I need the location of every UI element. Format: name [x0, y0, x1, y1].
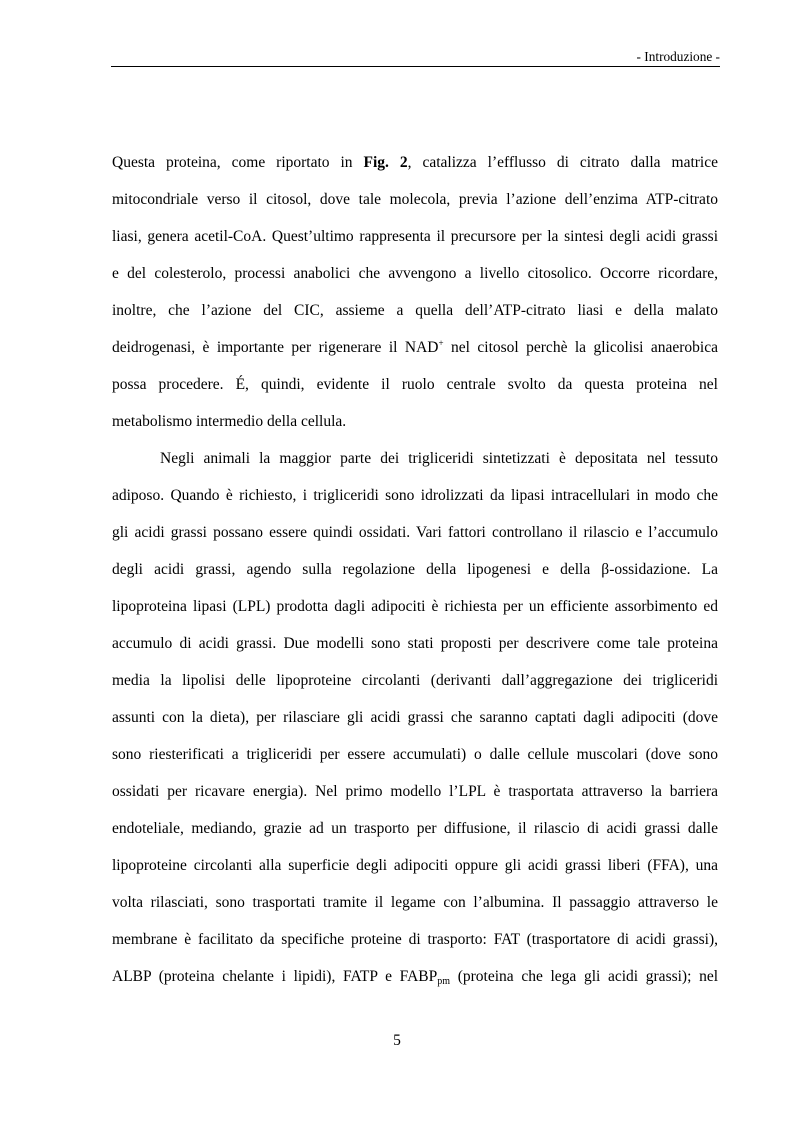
text-line: volta rilasciati, sono trasportati tramite il legame con l’albumina. Il passaggio attraverso le	[112, 894, 718, 911]
text-line: lipoproteine circolanti alla superficie degli adipociti oppure gli acidi grassi liberi (FFA), una	[112, 857, 718, 874]
text-line: sono riesterificati a trigliceridi per essere accumulati) o dalle cellule muscolari (dove sono	[112, 746, 718, 763]
text-line: ossidati per ricavare energia). Nel primo modello l’LPL è trasportata attraverso la barriera	[112, 783, 718, 800]
text-line: Questa proteina, come riportato in Fig. 2, catalizza l’efflusso di citrato dalla matrice	[112, 154, 718, 171]
text-line: liasi, genera acetil-CoA. Quest’ultimo rappresenta il precursore per la sintesi degli acidi grassi	[112, 228, 718, 245]
header-title: - Introduzione -	[636, 49, 720, 64]
text-line: endoteliale, mediando, grazie ad un trasporto per diffusione, il rilascio di acidi grassi dalle	[112, 820, 718, 837]
text-line: lipoproteina lipasi (LPL) prodotta dagli adipociti è richiesta per un efficiente assorbimento ed	[112, 598, 718, 615]
text-line: metabolismo intermedio della cellula.	[112, 413, 347, 430]
text-line: adiposo. Quando è richiesto, i trigliceridi sono idrolizzati da lipasi intracellulari in modo che	[112, 487, 718, 504]
figure-reference: Fig. 2	[363, 154, 408, 171]
text-line: assunti con la dieta), per rilasciare gli acidi grassi che saranno captati dagli adipociti (dove	[112, 709, 718, 726]
subscript: pm	[437, 976, 451, 987]
page-number: 5	[393, 1032, 401, 1049]
text-line: deidrogenasi, è importante per rigenerare il NAD+ nel citosol perchè la glicolisi anaerobica	[112, 338, 718, 356]
text-line: membrane è facilitato da specifiche proteine di trasporto: FAT (trasportatore di acidi grassi),	[112, 931, 718, 948]
superscript: +	[438, 338, 444, 348]
text-line: media la lipolisi delle lipoproteine circolanti (derivanti dall’aggregazione dei trigliceridi	[112, 672, 718, 689]
text-line: ALBP (proteina chelante i lipidi), FATP e $FABP_{pm}$ (proteina che lega gli acidi grassi); nel	[112, 968, 719, 987]
text-line: possa procedere. É, quindi, evidente il ruolo centrale svolto da questa proteina nel	[112, 376, 718, 393]
text-line: accumulo di acidi grassi. Due modelli sono stati proposti per descrivere come tale proteina	[112, 635, 718, 652]
running-header	[111, 48, 720, 67]
body-text	[112, 144, 718, 995]
text-line: degli acidi grassi, agendo sulla regolazione della lipogenesi e della β-ossidazione. La	[112, 561, 718, 578]
text-line: Negli animali la maggior parte dei trigliceridi sintetizzati è depositata nel tessuto	[160, 450, 718, 467]
text-line: mitocondriale verso il citosol, dove tale molecola, previa l’azione dell’enzima ATP-citrato	[112, 191, 718, 208]
text-line: inoltre, che l’azione del CIC, assieme a quella dell’ATP-citrato liasi e della malato	[112, 302, 718, 319]
text-line: gli acidi grassi possano essere quindi ossidati. Vari fattori controllano il rilascio e l’accumulo	[112, 524, 718, 541]
text-line: e del colesterolo, processi anabolici che avvengono a livello citosolico. Occorre ricordare,	[112, 265, 718, 282]
